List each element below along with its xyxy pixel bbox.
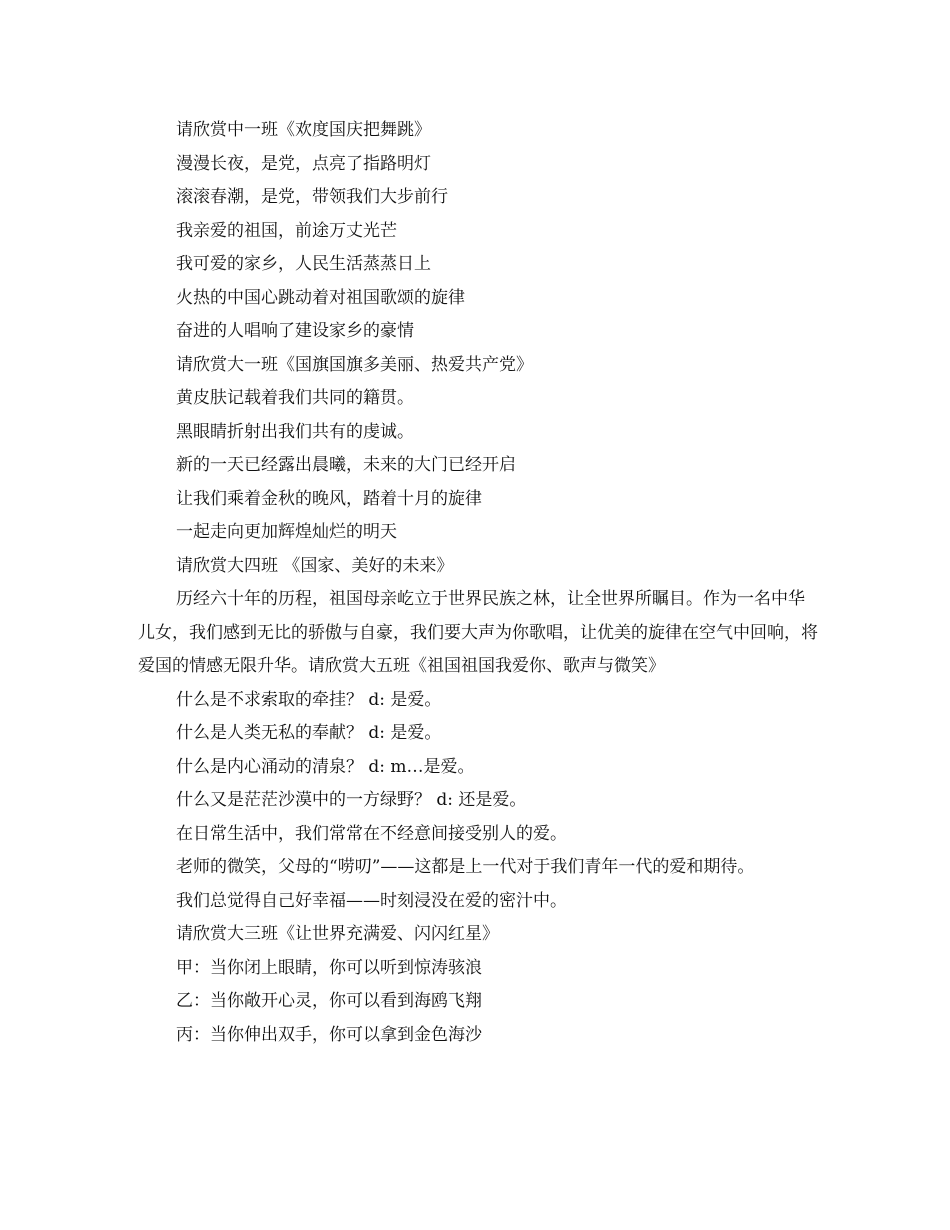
text-line: 什么是人类无私的奉献？ d: 是爱。	[176, 723, 442, 743]
text-line: 丙：当你伸出双手，你可以拿到金色海沙	[176, 1024, 482, 1045]
text-line: 请欣赏大三班《让世界充满爱、闪闪红星》	[176, 924, 499, 944]
text-line: 什么是内心涌动的清泉？ d: m…是爱。	[176, 756, 475, 777]
text-line: 黑眼睛折射出我们共有的虔诚。	[176, 421, 414, 442]
text-line: 一起走向更加辉煌灿烂的明天	[176, 522, 397, 542]
text-line: 请欣赏大四班 《国家、美好的未来》	[176, 555, 454, 576]
text-line: 新的一天已经露出晨曦，未来的大门已经开启	[176, 455, 516, 475]
text-line: 在日常生活中，我们常常在不经意间接受别人的爱。	[176, 823, 567, 844]
text-line: 乙：当你敞开心灵，你可以看到海鸥飞翔	[176, 991, 482, 1011]
text-line: 什么又是茫茫沙漠中的一方绿野？ d: 还是爱。	[176, 790, 527, 810]
text-line: 火热的中国心跳动着对祖国歌颂的旋律	[176, 287, 465, 308]
text-line: 我可爱的家乡，人民生活蒸蒸日上	[176, 254, 431, 274]
text-line: 老师的微笑，父母的“唠叨”——这都是上一代对于我们青年一代的爱和期待。	[176, 857, 755, 877]
text-line: 什么是不求索取的牵挂？ d: 是爱。	[176, 689, 442, 710]
text-line: 甲：当你闭上眼睛，你可以听到惊涛骇浪	[176, 957, 482, 978]
text-line: 我亲爱的祖国，前途万丈光芒	[176, 220, 397, 241]
text-line: 漫漫长夜，是党，点亮了指路明灯	[176, 153, 431, 174]
text-line: 黄皮肤记载着我们共同的籍贯。	[176, 388, 414, 408]
document-body	[138, 114, 818, 1052]
body-paragraph: 历经六十年的历程，祖国母亲屹立于世界民族之林，让全世界所瞩目。作为一名中华儿女，我们感到无比的骄傲与自豪，我们要大声为你歌唱，让优美的旋律在空气中回响，将爱国的情感无限升华。请欣赏大五班《祖国祖国我爱你、歌声与微笑》	[138, 589, 818, 676]
text-line: 让我们乘着金秋的晚风，踏着十月的旋律	[176, 488, 482, 509]
text-line: 请欣赏大一班《国旗国旗多美丽、热爱共产党》	[176, 354, 533, 375]
text-line: 我们总觉得自己好幸福——时刻浸没在爱的密汁中。	[176, 890, 567, 911]
text-line: 滚滚春潮，是党，带领我们大步前行	[176, 187, 448, 207]
text-line: 奋进的人唱响了建设家乡的豪情	[176, 321, 414, 341]
text-line: 请欣赏中一班《欢度国庆把舞跳》	[176, 120, 431, 140]
